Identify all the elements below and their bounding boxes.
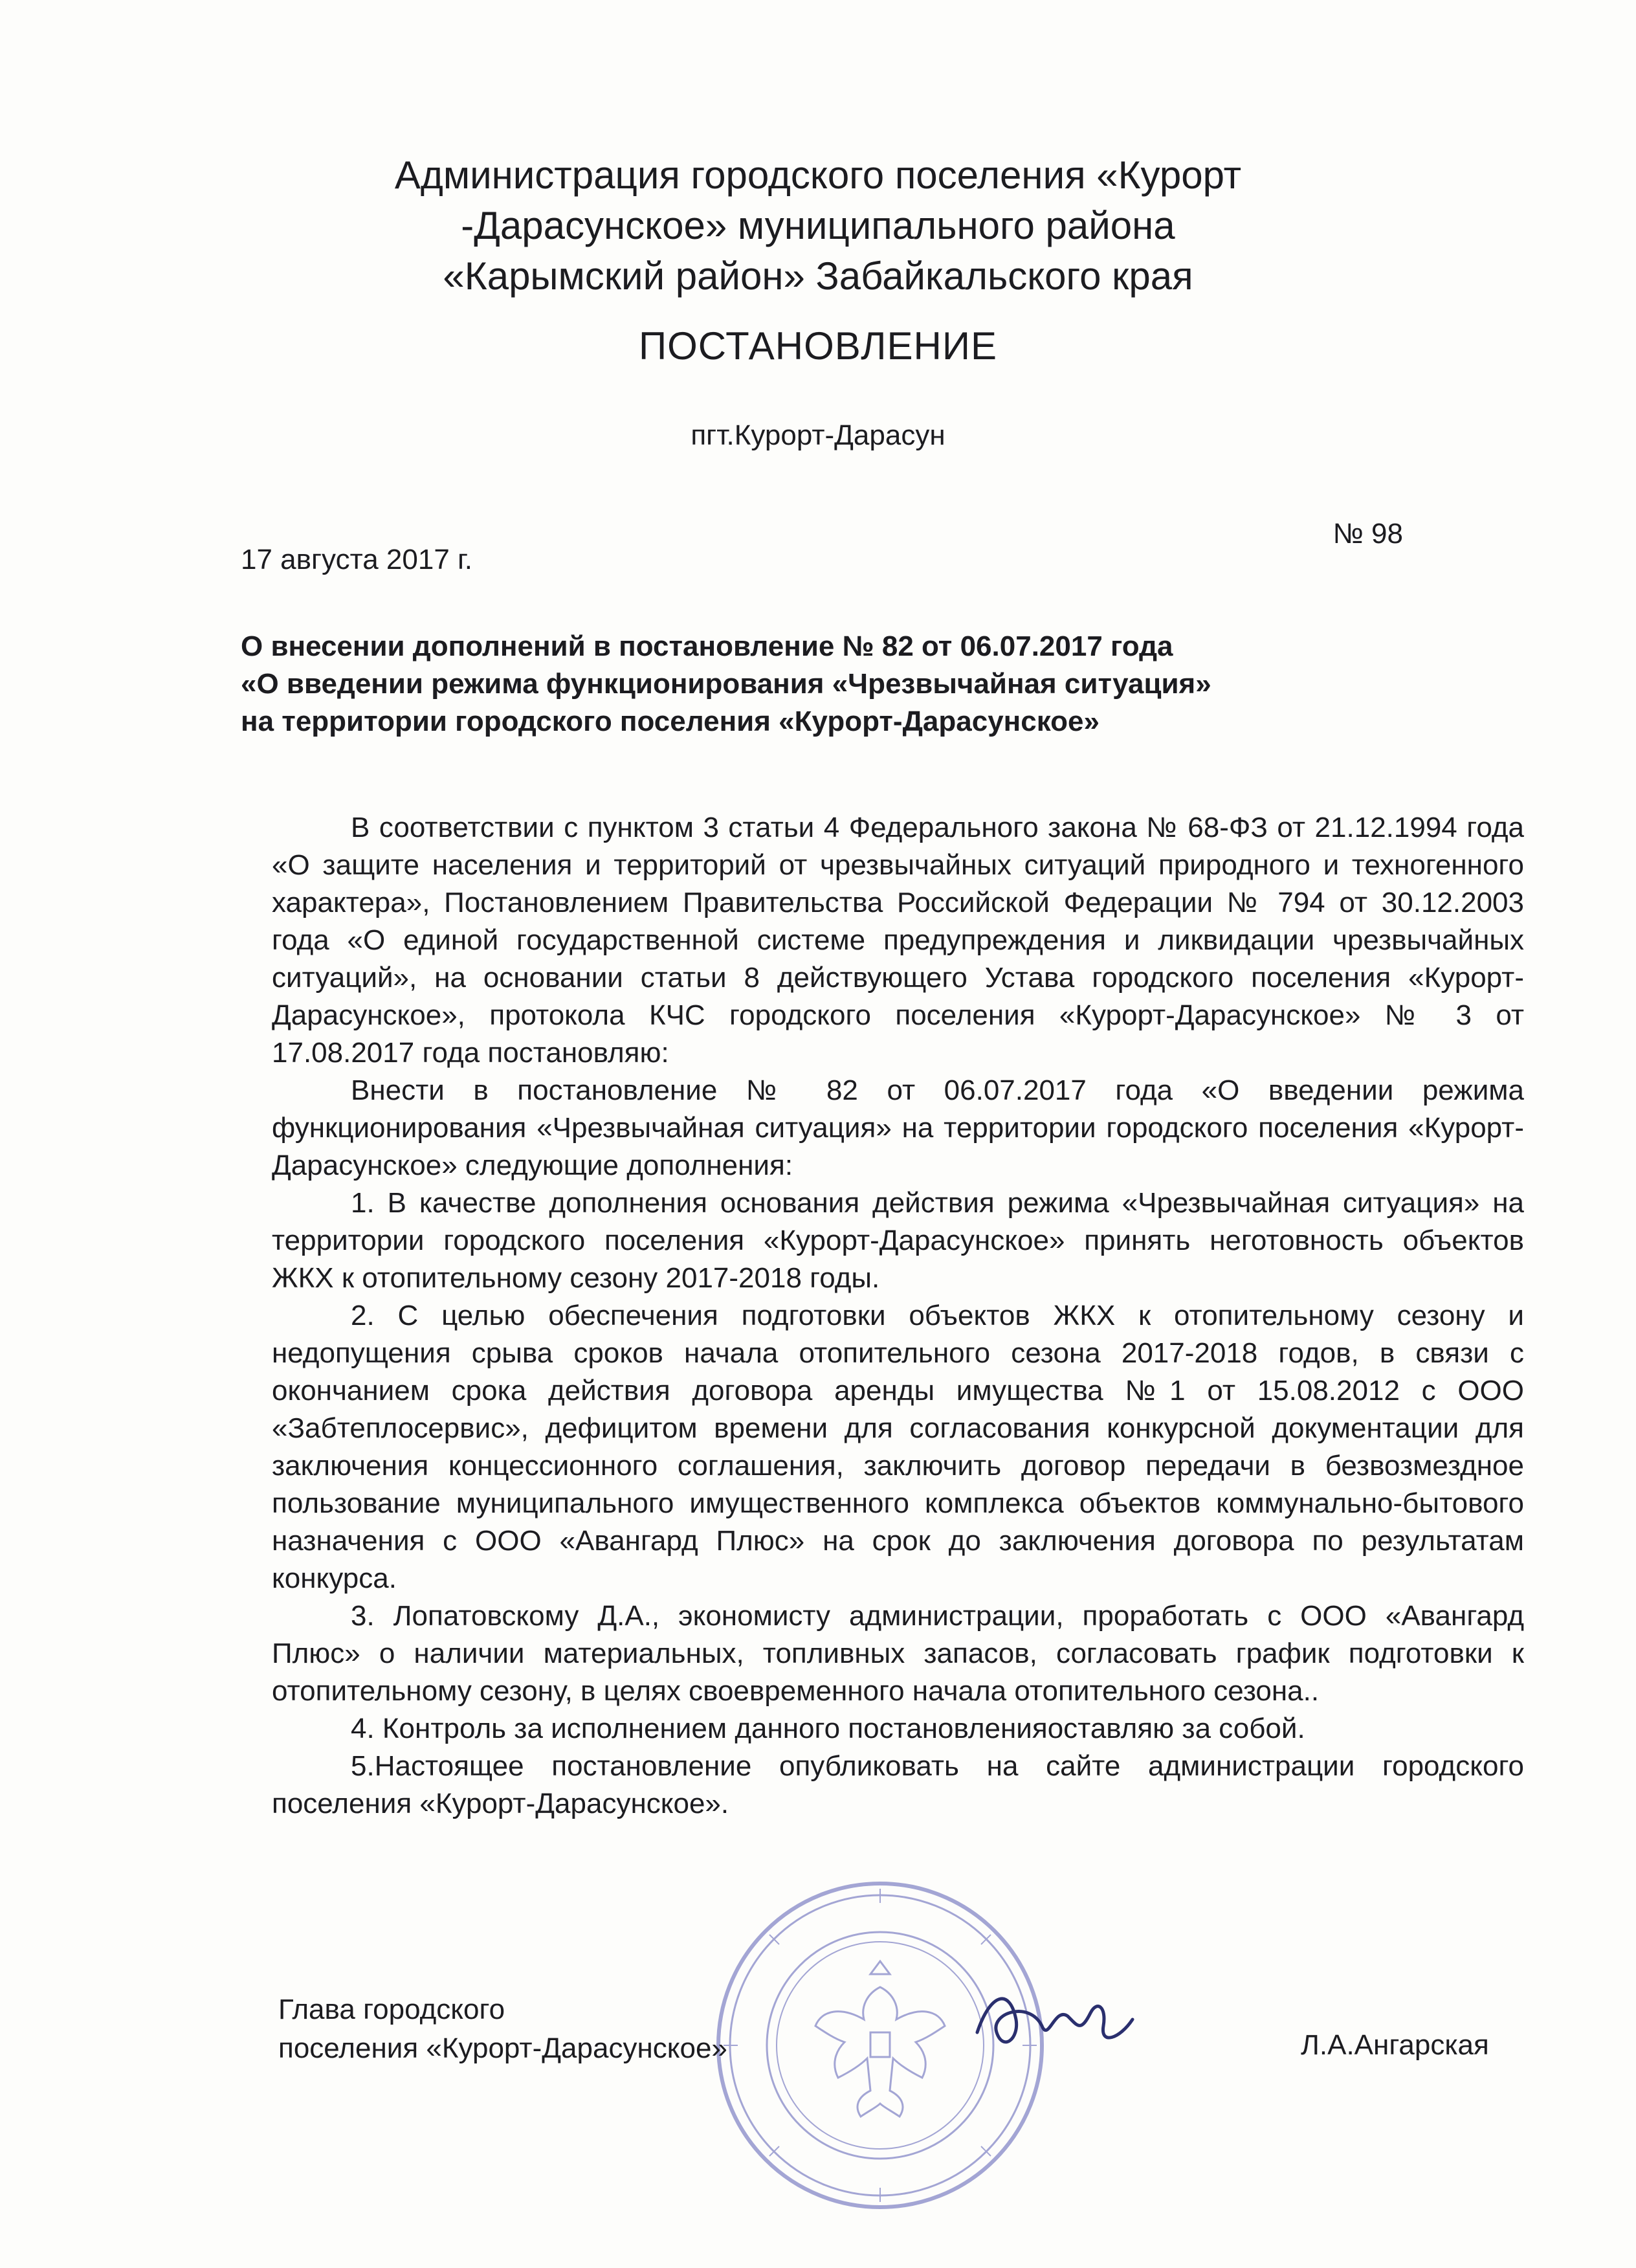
signatory-position-line-1: Глава городского <box>278 1994 505 2025</box>
body-item-2: 2. С целью обеспечения подготовки объектов ЖКХ к отопительному сезону и недопущения срыва сроков начала отопительного сезона 2017-2018 годов, в связи с окончанием срока действия договора аренды имущества №1 от 15.08.2012 с ООО «Забтеплосервис», дефицитом времени для согласования конкурсной документации для заключения концессионного соглашения, заключить договор передачи в безвозмездное пользование муниципального имущественного комплекса объектов коммунально-бытового назначения с ООО «Авангард Плюс» на срок до заключения договора по результатам конкурса. <box>272 1300 1524 1594</box>
signatory-position-line-2: поселения «Курорт-Дарасунское» <box>278 2032 727 2064</box>
document-date: 17 августа 2017 г. <box>241 544 472 575</box>
subject-line-2: «О введении режима функционирования «Чрезвычайная ситуация» <box>241 668 1211 700</box>
issuer-line-3: «Карымский район» Забайкальского края <box>443 254 1193 298</box>
body-preamble: В соответствии с пунктом 3 статьи 4 Федерального закона № 68-ФЗ от 21.12.1994 года «О защите населения и территорий от чрезвычайных ситуаций природного и техногенного характера», Постановлением Правительства Российской Федерации № 794 от 30.12.2003 года «О единой государственной системе предупреждения и ликвидации чрезвычайных ситуаций», на основании статьи 8 действующего Устава городского поселения «Курорт-Дарасунское», протокола КЧС городского поселения «Курорт-Дарасунское» № 3 от 17.08.2017 года постановляю: <box>272 812 1524 1069</box>
body-item-3: 3. Лопатовскому Д.А., экономисту администрации, проработать с ООО «Авангард Плюс» о наличии материальных, топливных запасов, согласовать график подготовки к отопительному сезону, в целях своевременного начала отопительного сезона.. <box>272 1600 1524 1707</box>
issuer-line-2: -Дарасунское» муниципального района <box>461 204 1175 247</box>
body-item-1: 1. В качестве дополнения основания действия режима «Чрезвычайная ситуация» на территории городского поселения «Курорт-Дарасунское» принять неготовность объектов ЖКХ к отопительному сезону 2017-2018 годы. <box>272 1187 1524 1294</box>
body-intro: Внести в постановление № 82 от 06.07.2017 года «О введении режима функционирования «Чрезвычайная ситуация» на территории городского поселения «Курорт-Дарасунское» следующие дополнения: <box>272 1074 1524 1181</box>
document-body <box>272 809 1524 1823</box>
body-item-5: 5.Настоящее постановление опубликовать на сайте администрации городского поселения «Курорт-Дарасунское». <box>272 1750 1524 1819</box>
body-item-4: 4. Контроль за исполнением данного постановленияоставляю за собой. <box>351 1713 1305 1744</box>
signatory-name: Л.А.Ангарская <box>1301 2029 1489 2061</box>
handwritten-signature-icon <box>971 1981 1139 2058</box>
document-place: пгт.Курорт-Дарасун <box>691 419 945 451</box>
issuer-header <box>0 150 1636 302</box>
issuer-line-1: Администрация городского поселения «Курорт <box>394 153 1242 197</box>
document-subject <box>241 628 1406 740</box>
document-type: ПОСТАНОВЛЕНИЕ <box>638 324 998 368</box>
signatory-position <box>278 1990 727 2068</box>
document-number: № 98 <box>1332 518 1403 550</box>
subject-line-3: на территории городского поселения «Курорт-Дарасунское» <box>241 706 1100 737</box>
subject-line-1: О внесении дополнений в постановление № 82 от 06.07.2017 года <box>241 630 1173 662</box>
